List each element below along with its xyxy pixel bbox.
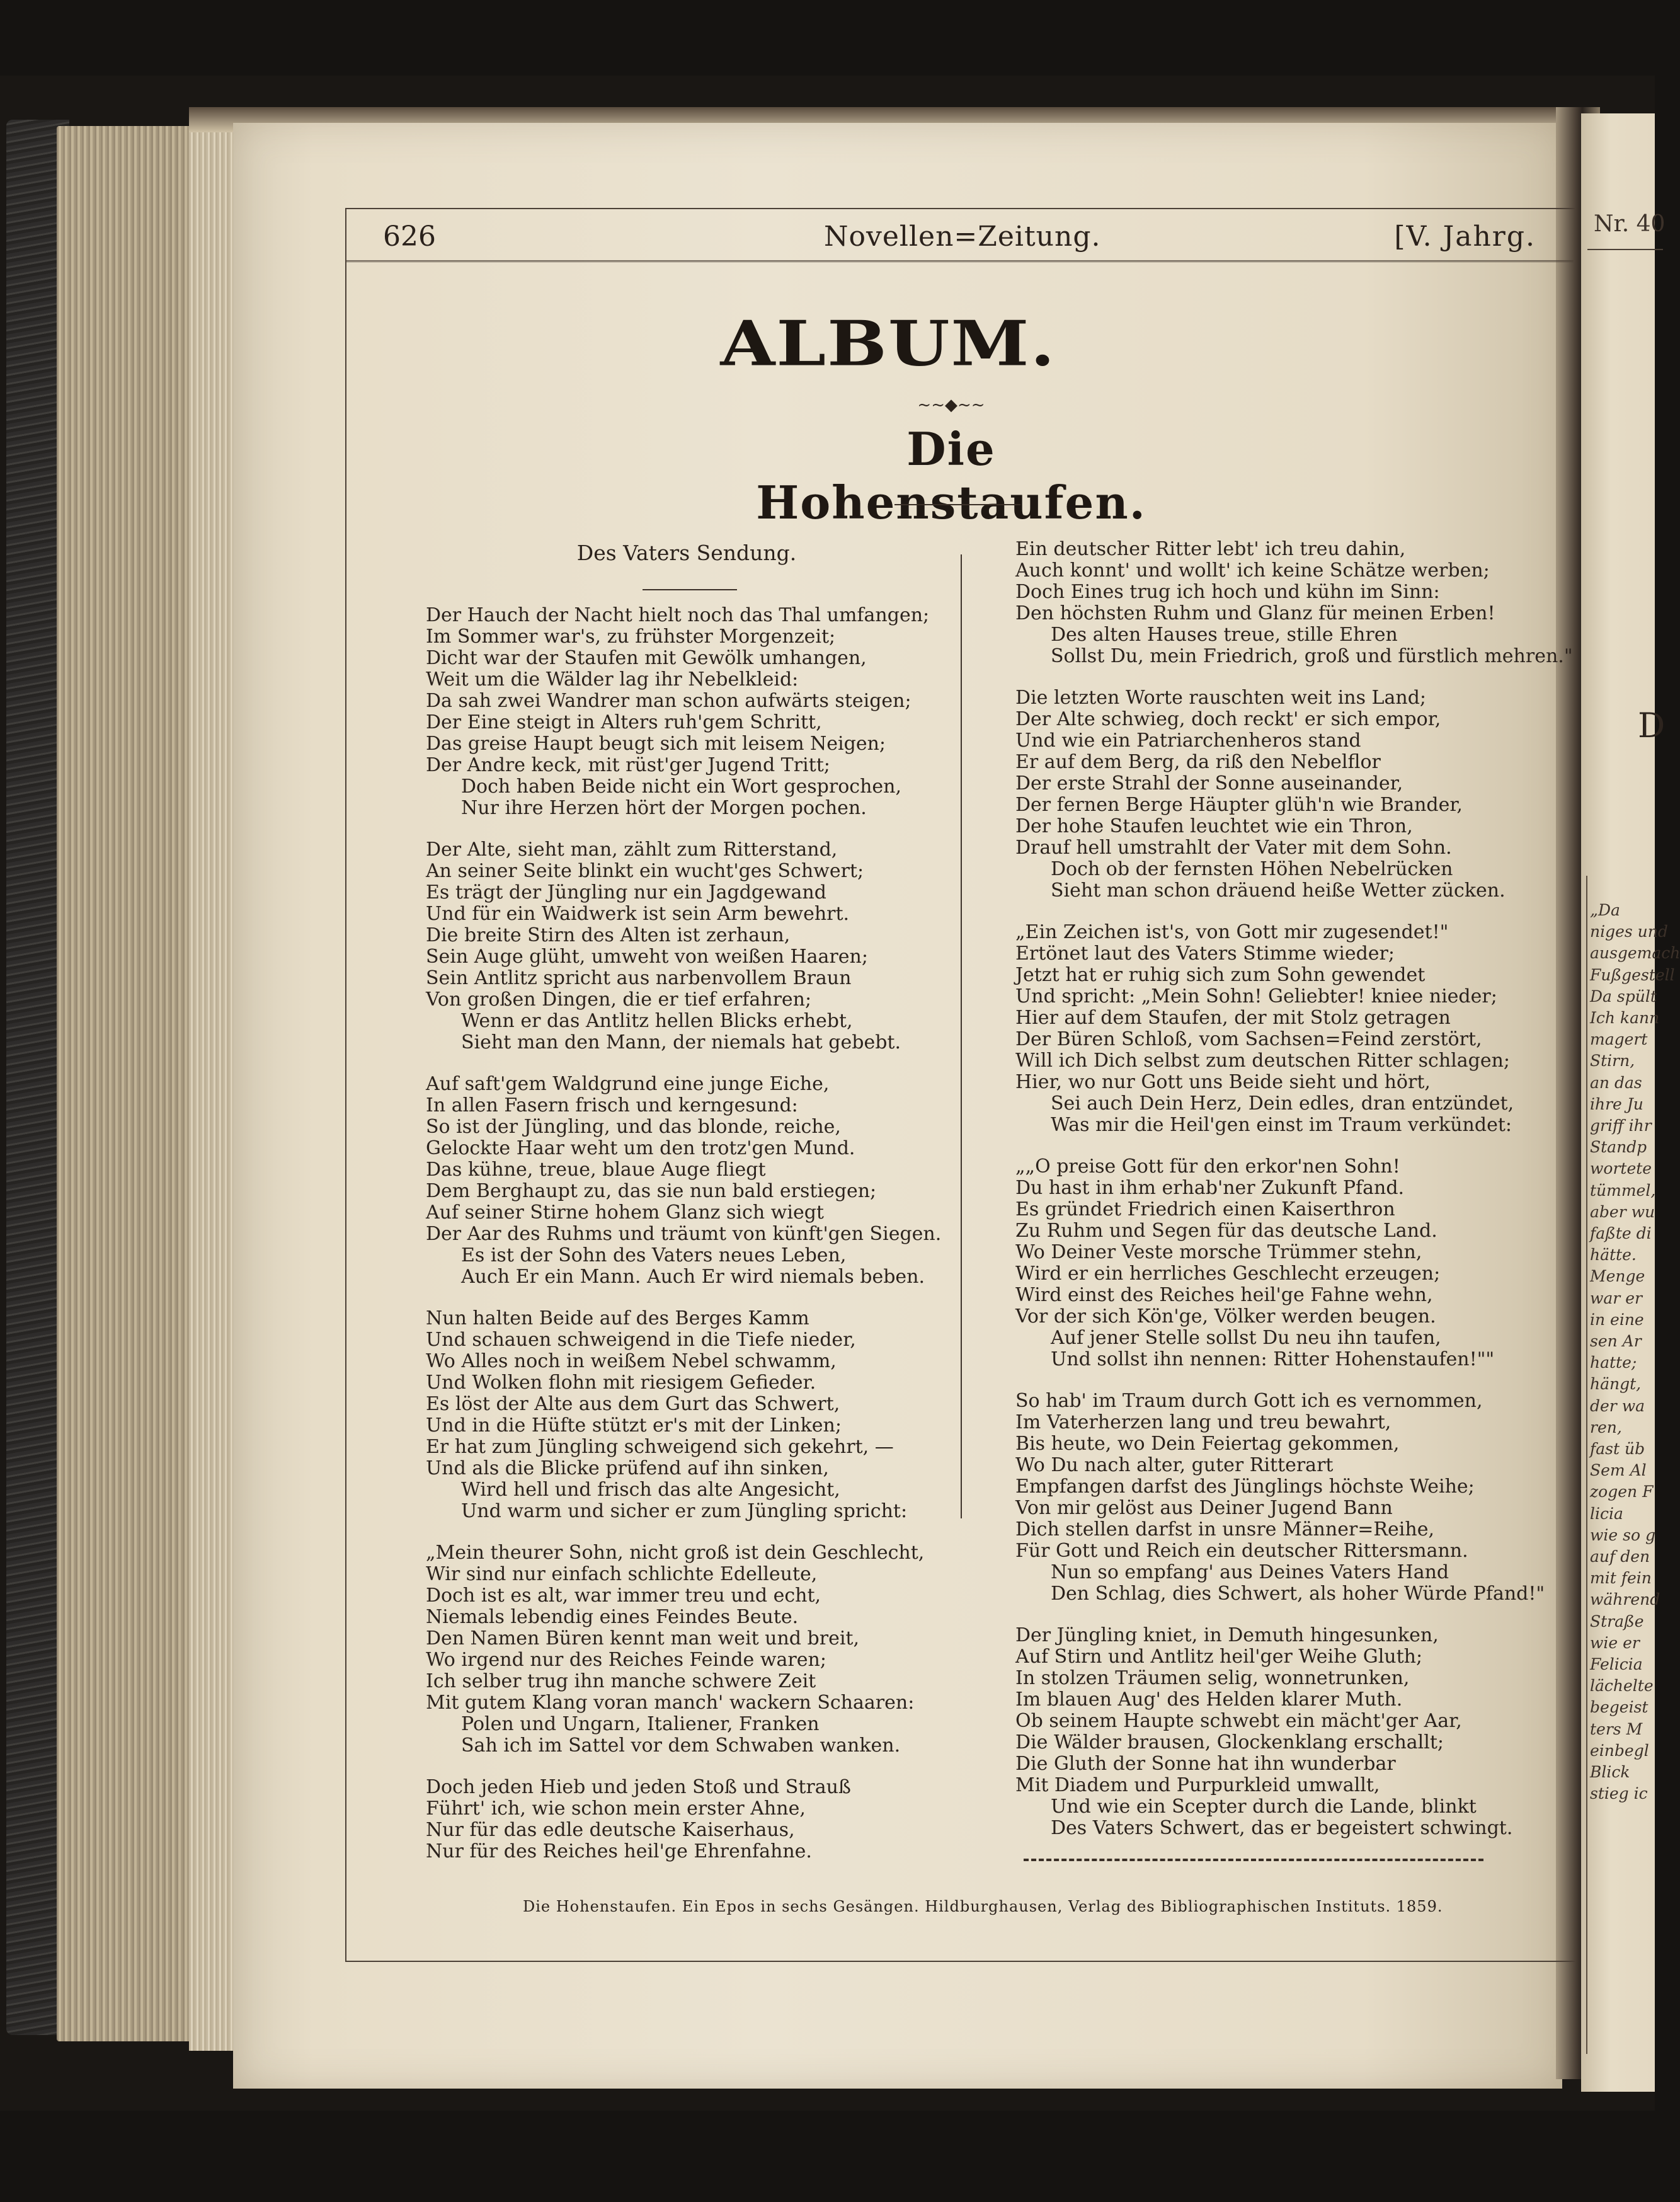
verse-line: Doch jeden Hieb und jeden Stoß und Strauß: [426, 1776, 851, 1798]
verse-line: In allen Fasern frisch und kerngesund:: [426, 1094, 798, 1116]
verse-line: So ist der Jüngling, und das blonde, reiche,: [426, 1116, 841, 1138]
verse-line: Und warm und sicher er zum Jüngling spricht:: [461, 1500, 908, 1522]
verse-line: Ob seinem Haupte schwebt ein mächt'ger Aar,: [1015, 1710, 1462, 1732]
verse-line: Hier, wo nur Gott uns Beide sieht und hört,: [1015, 1071, 1431, 1093]
verse-line: Den höchsten Ruhm und Glanz für meinen Erben!: [1015, 602, 1495, 624]
facing-page-initial: D: [1638, 706, 1666, 745]
album-title: ALBUM.: [720, 307, 1056, 381]
facing-page-line: der wa: [1590, 1396, 1645, 1415]
verse-line: Sieht man den Mann, der niemals hat gebebt.: [461, 1031, 901, 1053]
facing-page-line: hatte;: [1590, 1353, 1637, 1372]
verse-line: Von mir gelöst aus Deiner Jugend Bann: [1015, 1497, 1393, 1519]
facing-page-line: Blick: [1590, 1763, 1630, 1781]
verse-line: Das kühne, treue, blaue Auge fliegt: [426, 1159, 766, 1181]
stanza: [426, 605, 942, 819]
verse-line: Auf seiner Stirne hohem Glanz sich wiegt: [426, 1201, 824, 1224]
verse-line: Und in die Hüfte stützt er's mit der Linken;: [426, 1414, 842, 1436]
verse-line: Der Eine steigt in Alters ruh'gem Schritt,: [426, 711, 822, 733]
verse-line: Sei auch Dein Herz, Dein edles, dran entzündet,: [1051, 1092, 1514, 1115]
verse-line: Im blauen Aug' des Helden klarer Muth.: [1015, 1689, 1403, 1711]
verse-line: Sieht man schon dräuend heiße Wetter zücken.: [1051, 880, 1506, 902]
facing-page-line: ren,: [1590, 1418, 1622, 1436]
verse-line: Doch ob der fernsten Höhen Nebelrücken: [1051, 858, 1453, 880]
facing-page-line: niges und: [1590, 922, 1668, 941]
verse-line: Wird einst des Reiches heil'ge Fahne wehn,: [1015, 1284, 1433, 1306]
facing-page-line: fast üb: [1590, 1440, 1645, 1458]
facing-page-line: griff ihr: [1590, 1116, 1652, 1135]
stanza: [1015, 687, 1557, 902]
header-rule: [345, 260, 1574, 262]
page-number: 626: [383, 221, 436, 253]
verse-line: Der Büren Schloß, vom Sachsen=Feind zerstört,: [1015, 1028, 1482, 1050]
facing-page-line: hätte.: [1590, 1246, 1637, 1264]
facing-page-border: [1586, 876, 1587, 2054]
verse-line: Die Wälder brausen, Glockenklang erschallt;: [1015, 1731, 1444, 1753]
facing-page-line: einbegl: [1590, 1741, 1649, 1760]
facing-page-line: tümmel,: [1590, 1181, 1656, 1200]
column-divider: [961, 554, 962, 1518]
verse-line: Es gründet Friedrich einen Kaiserthron: [1015, 1198, 1395, 1220]
facing-page-line: Menge: [1590, 1267, 1645, 1286]
verse-line: Auch Er ein Mann. Auch Er wird niemals beben.: [461, 1266, 925, 1288]
verse-line: Der fernen Berge Häupter glüh'n wie Brander,: [1015, 794, 1463, 816]
stanza: [1015, 1625, 1557, 1839]
verse-line: Den Namen Büren kennt man weit und breit,: [426, 1627, 860, 1649]
facing-page-line: hängt,: [1590, 1375, 1642, 1394]
verse-line: Wird er ein herrliches Geschlecht erzeugen;: [1015, 1263, 1441, 1285]
verse-line: Und wie ein Scepter durch die Lande, blinkt: [1051, 1796, 1477, 1818]
verse-line: Im Sommer war's, zu frühster Morgenzeit;: [426, 626, 836, 648]
verse-line: Auf jener Stelle sollst Du neu ihn taufen,: [1051, 1327, 1441, 1349]
verse-line: Der Alte, sieht man, zählt zum Ritterstand,: [426, 839, 838, 861]
verse-line: Des Vaters Schwert, das er begeistert schwingt.: [1051, 1817, 1513, 1839]
verse-line: Der hohe Staufen leuchtet wie ein Thron,: [1015, 815, 1413, 837]
verse-line: „Mein theurer Sohn, nicht groß ist dein Geschlecht,: [426, 1542, 925, 1564]
section-rule: [643, 589, 737, 590]
verse-line: Doch haben Beide nicht ein Wort gesprochen,: [461, 776, 902, 798]
facing-page-line: während: [1590, 1590, 1660, 1609]
stanza: [426, 1074, 942, 1288]
verse-line: Sah ich im Sattel vor dem Schwaben wanken.: [461, 1735, 901, 1757]
verse-line: Nur für das edle deutsche Kaiserhaus,: [426, 1819, 795, 1841]
verse-line: Er hat zum Jüngling schweigend sich gekehrt, —: [426, 1436, 894, 1458]
facing-page-rule: [1587, 249, 1663, 250]
stanza: [426, 1777, 942, 1862]
verse-line: Was mir die Heil'gen einst im Traum verkündet:: [1051, 1114, 1512, 1136]
stanza: [1015, 1391, 1557, 1605]
verse-line: Für Gott und Reich ein deutscher Rittersmann.: [1015, 1540, 1468, 1562]
running-title: Novellen=Zeitung.: [824, 221, 1101, 253]
verse-line: Gelockte Haar weht um den trotz'gen Mund.: [426, 1137, 855, 1159]
stanza: [426, 1542, 942, 1757]
verse-line: Und als die Blicke prüfend auf ihn sinken,: [426, 1457, 829, 1479]
verse-line: Dem Berghaupt zu, das sie nun bald erstiegen;: [426, 1180, 877, 1202]
facing-page-line: Felicia: [1590, 1655, 1643, 1673]
verse-line: In stolzen Träumen selig, wonnetrunken,: [1015, 1667, 1410, 1689]
verse-line: Von großen Dingen, die er tief erfahren;: [426, 989, 812, 1011]
verse-line: Und für ein Waidwerk ist sein Arm bewehrt.: [426, 903, 850, 925]
facing-page-line: in eine: [1590, 1310, 1644, 1329]
stanza: [426, 1308, 942, 1522]
facing-page-line: sen Ar: [1590, 1332, 1642, 1350]
verse-line: Ertönet laut des Vaters Stimme wieder;: [1015, 943, 1395, 965]
facing-page-line: begeist: [1590, 1698, 1649, 1717]
bibliographic-footnote: Die Hohenstaufen. Ein Epos in sechs Gesängen. Hildburghausen, Verlag des Bibliographischen Instituts. 1859.: [523, 1898, 1443, 1915]
verse-line: Wo irgend nur des Reiches Feinde waren;: [426, 1649, 826, 1671]
volume-label: [V. Jahrg.: [1394, 221, 1536, 253]
verse-line: Und spricht: „Mein Sohn! Geliebter! kniee nieder;: [1015, 985, 1497, 1007]
facing-page-line: ihre Ju: [1590, 1094, 1643, 1113]
verse-line: Der Jüngling kniet, in Demuth hingesunken,: [1015, 1624, 1439, 1646]
stanza: [1015, 538, 1573, 667]
verse-line: Es löst der Alte aus dem Gurt das Schwert,: [426, 1393, 840, 1415]
verse-line: „Ein Zeichen ist's, von Gott mir zugesendet!": [1015, 921, 1449, 943]
facing-page-line: „Da: [1590, 901, 1620, 919]
title-rule: [894, 504, 1020, 505]
verse-line: Mit gutem Klang voran manch' wackern Schaaren:: [426, 1692, 915, 1714]
facing-page-line: magert: [1590, 1030, 1648, 1049]
verse-line: Der erste Strahl der Sonne auseinander,: [1015, 772, 1403, 794]
verse-line: Dich stellen darfst in unsre Männer=Reihe,: [1015, 1518, 1434, 1540]
running-header: [383, 217, 1536, 261]
verse-line: Führt' ich, wie schon mein erster Ahne,: [426, 1798, 806, 1820]
facing-page-line: auf den: [1590, 1547, 1650, 1566]
verse-line: Sein Auge glüht, umweht von weißen Haaren;: [426, 946, 868, 968]
verse-line: Der Alte schwieg, doch reckt' er sich empor,: [1015, 708, 1441, 730]
verse-line: Du hast in ihm erhab'ner Zukunft Pfand.: [1015, 1177, 1405, 1199]
verse-line: An seiner Seite blinkt ein wucht'ges Schwert;: [426, 860, 864, 882]
verse-line: Jetzt hat er ruhig sich zum Sohn gewendet: [1015, 964, 1426, 986]
section-heading: Des Vaters Sendung.: [576, 541, 797, 565]
verse-line: Mit Diadem und Purpurkleid umwallt,: [1015, 1774, 1380, 1796]
facing-page-line: war er: [1590, 1288, 1642, 1307]
facing-page-line: wortete: [1590, 1159, 1652, 1178]
verse-line: Auf saft'gem Waldgrund eine junge Eiche,: [426, 1073, 830, 1095]
facing-page-line: faßte di: [1590, 1224, 1652, 1242]
facing-page-line: an das: [1590, 1073, 1642, 1092]
facing-page-line: ters M: [1590, 1719, 1643, 1738]
stanza: [1015, 922, 1557, 1136]
verse-line: Ein deutscher Ritter lebt' ich treu dahin,: [1015, 538, 1406, 560]
facing-page-line: wie er: [1590, 1633, 1640, 1652]
verse-line: Empfangen darfst des Jünglings höchste Weihe;: [1015, 1476, 1475, 1498]
facing-page-line: licia: [1590, 1504, 1623, 1523]
poem-column-right: [1015, 538, 1573, 1859]
verse-line: Doch ist es alt, war immer treu und echt,: [426, 1585, 821, 1607]
facing-page-line: Fußgestell: [1590, 965, 1675, 984]
verse-line: Drauf hell umstrahlt der Vater mit dem Sohn.: [1015, 837, 1452, 859]
verse-line: Wo Alles noch in weißem Nebel schwamm,: [426, 1350, 837, 1372]
facing-page-line: ausgemach: [1590, 944, 1680, 963]
verse-line: Und wie ein Patriarchenheros stand: [1015, 730, 1361, 752]
verse-line: Es ist der Sohn des Vaters neues Leben,: [461, 1244, 847, 1266]
verse-line: Doch Eines trug ich hoch und kühn im Sinn:: [1015, 581, 1440, 603]
facing-page-line: Da spült: [1590, 987, 1657, 1006]
verse-line: Es trägt der Jüngling nur ein Jagdgewand: [426, 881, 826, 903]
verse-line: Im Vaterherzen lang und treu bewahrt,: [1015, 1411, 1391, 1433]
facing-page-line: wie so g: [1590, 1525, 1655, 1544]
facing-page-line: Standp: [1590, 1138, 1647, 1157]
verse-line: Wenn er das Antlitz hellen Blicks erhebt,: [461, 1010, 853, 1032]
verse-line: Der Andre keck, mit rüst'ger Jugend Tritt;: [426, 754, 830, 776]
facing-page-line: mit fein: [1590, 1569, 1652, 1588]
verse-line: Den Schlag, dies Schwert, als hoher Würde Pfand!": [1051, 1583, 1545, 1605]
facing-page-header: Nr. 40: [1594, 211, 1666, 237]
verse-line: So hab' im Traum durch Gott ich es vernommen,: [1015, 1390, 1483, 1412]
verse-line: Auf Stirn und Antlitz heil'ger Weihe Gluth;: [1015, 1646, 1423, 1668]
verse-line: Zu Ruhm und Segen für das deutsche Land.: [1015, 1220, 1437, 1242]
verse-line: Die letzten Worte rauschten weit ins Land;: [1015, 687, 1427, 709]
verse-line: Weit um die Wälder lag ihr Nebelkleid:: [426, 668, 799, 691]
poem-title: Die Hohenstaufen.: [756, 422, 1146, 529]
verse-line: Nur ihre Herzen hört der Morgen pochen.: [461, 797, 867, 819]
facing-page-line: Ich kann: [1590, 1009, 1660, 1027]
verse-line: Die breite Stirn des Alten ist zerhaun,: [426, 924, 791, 946]
facing-page-line: zogen F: [1590, 1482, 1654, 1501]
verse-line: Ich selber trug ihn manche schwere Zeit: [426, 1670, 816, 1692]
verse-line: Sollst Du, mein Friedrich, groß und fürstlich mehren.": [1051, 645, 1573, 667]
verse-line: Da sah zwei Wandrer man schon aufwärts steigen;: [426, 690, 911, 712]
verse-line: Sein Antlitz spricht aus narbenvollem Braun: [426, 967, 852, 989]
verse-line: Er auf dem Berg, da riß den Nebelflor: [1015, 751, 1381, 773]
verse-line: Wir sind nur einfach schlichte Edelleute,: [426, 1563, 818, 1585]
verse-line: Der Hauch der Nacht hielt noch das Thal umfangen;: [426, 604, 930, 626]
verse-line: „„O preise Gott für den erkor'nen Sohn!: [1015, 1155, 1400, 1178]
verse-line: Und schauen schweigend in die Tiefe nieder,: [426, 1329, 856, 1351]
verse-line: Wo Deiner Veste morsche Trümmer stehn,: [1015, 1241, 1422, 1263]
verse-line: Will ich Dich selbst zum deutschen Ritter schlagen;: [1015, 1050, 1511, 1072]
verse-line: Wo Du nach alter, guter Ritterart: [1015, 1454, 1334, 1476]
verse-line: Des alten Hauses treue, stille Ehren: [1051, 624, 1398, 646]
verse-line: Nun halten Beide auf des Berges Kamm: [426, 1307, 809, 1329]
poem-column-left: [426, 605, 942, 1883]
stanza: [426, 839, 942, 1053]
verse-line: Auch konnt' und wollt' ich keine Schätze werben;: [1015, 559, 1490, 582]
facing-page-line: Sem Al: [1590, 1461, 1647, 1480]
ornament-divider: ~~◆~~: [917, 396, 985, 415]
facing-page-line: lächelte: [1590, 1677, 1654, 1695]
verse-line: Niemals lebendig eines Feindes Beute.: [426, 1606, 799, 1628]
facing-page-fragment: [1581, 113, 1680, 2092]
verse-line: Polen und Ungarn, Italiener, Franken: [461, 1713, 820, 1735]
facing-page-line: stieg ic: [1590, 1784, 1648, 1803]
verse-line: Dicht war der Staufen mit Gewölk umhangen,: [426, 647, 867, 669]
verse-line: Das greise Haupt beugt sich mit leisem Neigen;: [426, 733, 886, 755]
verse-line: Bis heute, wo Dein Feiertag gekommen,: [1015, 1433, 1400, 1455]
verse-line: Vor der sich Kön'ge, Völker werden beugen.: [1015, 1305, 1436, 1328]
facing-page-line: aber wu: [1590, 1202, 1655, 1221]
facing-page-line: Stirn,: [1590, 1052, 1635, 1070]
verse-line: Nur für des Reiches heil'ge Ehrenfahne.: [426, 1840, 812, 1862]
verse-line: Wird hell und frisch das alte Angesicht,: [461, 1479, 840, 1501]
stanza: [1015, 1156, 1557, 1370]
verse-line: Nun so empfang' aus Deines Vaters Hand: [1051, 1561, 1449, 1583]
verse-line: Der Aar des Ruhms und träumt von künft'gen Siegen.: [426, 1223, 942, 1245]
verse-line: Hier auf dem Staufen, der mit Stolz getragen: [1015, 1007, 1451, 1029]
facing-page-line: Straße: [1590, 1612, 1644, 1631]
verse-line: Die Gluth der Sonne hat ihn wunderbar: [1015, 1753, 1396, 1775]
verse-line: Und Wolken flohn mit riesigem Gefieder.: [426, 1372, 816, 1394]
end-dash-rule: [1024, 1859, 1483, 1861]
verse-line: Und sollst ihn nennen: Ritter Hohenstaufen!"": [1051, 1348, 1495, 1370]
